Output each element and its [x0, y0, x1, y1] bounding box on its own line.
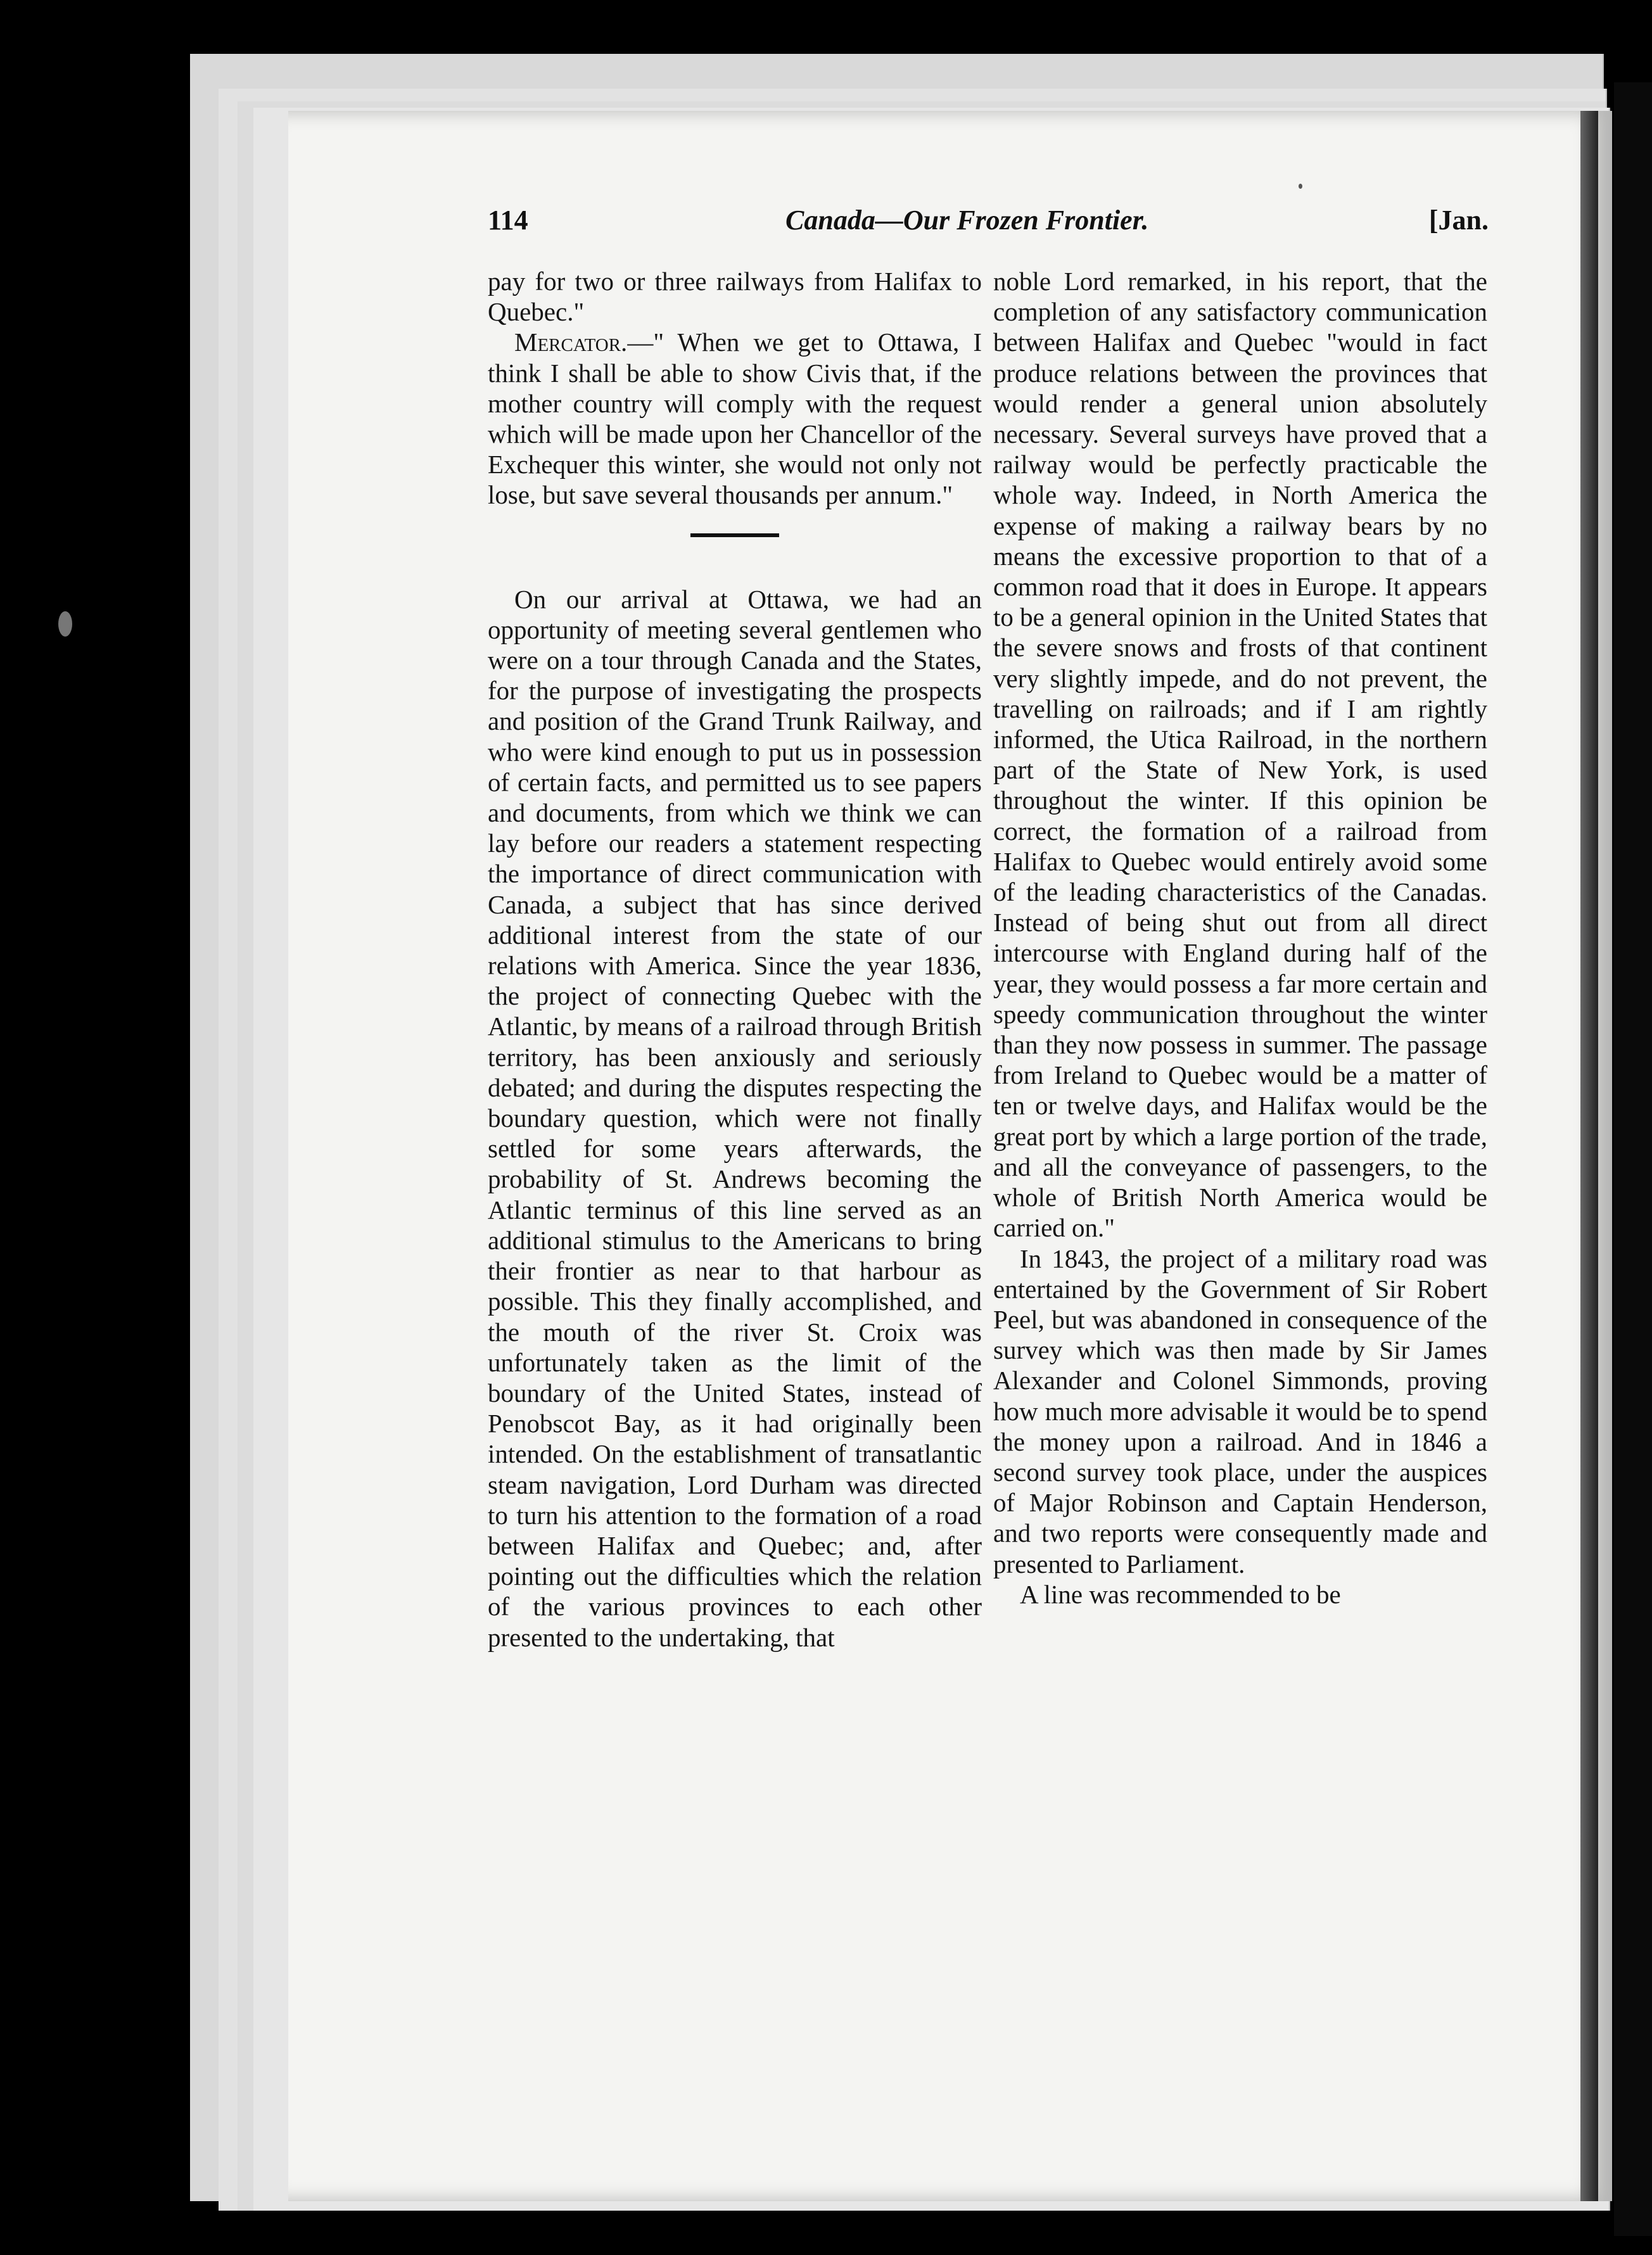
paragraph: On our arrival at Ottawa, we had an opportunity of meeting several gentlemen who were on a tour through Canada and the States, for the purpose of investigating the prospects and position of the Grand Trunk Railway, and who were kind enough to put us in possession of certain facts, and permitted us to see papers and documents, from which we think we can lay before our readers a statement respecting the importance of direct communication with Canada, a subject that has since derived additional interest from the state of our relations with America. Since the year 1836, the project of connecting Quebec with the Atlantic, by means of a railroad through British territory, has been anxiously and seriously debated; and during the disputes respecting the boundary question, which were not finally settled for some years afterwards, the probability of St. Andrews becoming the Atlantic terminus of this line served as an additional stimulus to the Americans to bring their frontier as near to that harbour as possible. This they finally accomplished, and the mouth of the river St. Croix was unfortunately taken as the limit of the boundary of the United States, instead of Penobscot Bay, as it had originally been intended. On the establishment of transatlantic steam navigation, Lord Durham was directed to turn his attention to the formation of a road between Halifax and Quebec; and, after pointing out the difficulties which the relation of the various provinces to each other presented to the undertaking, that — [488, 584, 982, 1652]
right-column — [993, 266, 1487, 1610]
running-title: Canada—Our Frozen Frontier. — [785, 205, 1149, 236]
page-number: 114 — [488, 205, 528, 236]
scan-speck — [1299, 184, 1302, 189]
section-divider — [690, 533, 779, 537]
book-gutter — [1580, 111, 1598, 2201]
paragraph: In 1843, the project of a military road was entertained by the Government of Sir Robert Peel, but was abandoned in consequence of the survey which was then made by Sir James Alexander and Colonel Simmonds, proving how much more advisable it would be to spend the money upon a railroad. And in 1846 a second survey took place, under the auspices of Major Robinson and Captain Henderson, and two reports were consequently made and presented to Parliament. — [993, 1243, 1487, 1578]
paragraph: noble Lord remarked, in his report, that the completion of any satisfactory communication between Halifax and Quebec "would in fact produce relations between the provinces that would render a general union absolutely necessary. Several surveys have proved that a railway would be perfectly practicable the whole way. Indeed, in North America the expense of making a railway bears by no means the excessive proportion to that of a common road that it does in Europe. It appears to be a general opinion in the United States that the severe snows and frosts of that continent very slightly impede, and do not prevent, the travelling on railroads; and if I am rightly informed, the Utica Railroad, in the northern part of the State of New York, is used throughout the winter. If this opinion be correct, the formation of a railroad from Halifax to Quebec would entirely avoid some of the leading characteristics of the Canadas. Instead of being shut out from all direct intercourse with England during half of the year, they would possess a far more certain and speedy communication throughout the winter than they now possess in summer. The passage from Ireland to Quebec would be a matter of ten or twelve days, and Halifax would be the great port by which a large portion of the trade, and all the conveyance of passengers, to the whole of British North America would be carried on." — [993, 267, 1487, 1243]
scan-border — [1614, 82, 1652, 2236]
paragraph: A line was recommended to be — [1020, 1579, 1341, 1609]
left-column — [488, 266, 982, 1653]
scan-speck — [58, 611, 72, 637]
paragraph: pay for two or three railways from Halifax to Quebec." — [488, 267, 982, 327]
speaker-name: Mercator. — [514, 327, 628, 357]
dialogue-paragraph — [488, 327, 982, 510]
running-header — [488, 204, 1489, 242]
header-month: [Jan. — [1428, 205, 1489, 236]
dialogue-text: —" When we get to Ottawa, I think I shall be able to show Civis that, if the mother country will comply with the request which will be made upon her Chancellor of the Exchequer this winter, she would not only not lose, but save several thousands per annum." — [488, 327, 982, 510]
